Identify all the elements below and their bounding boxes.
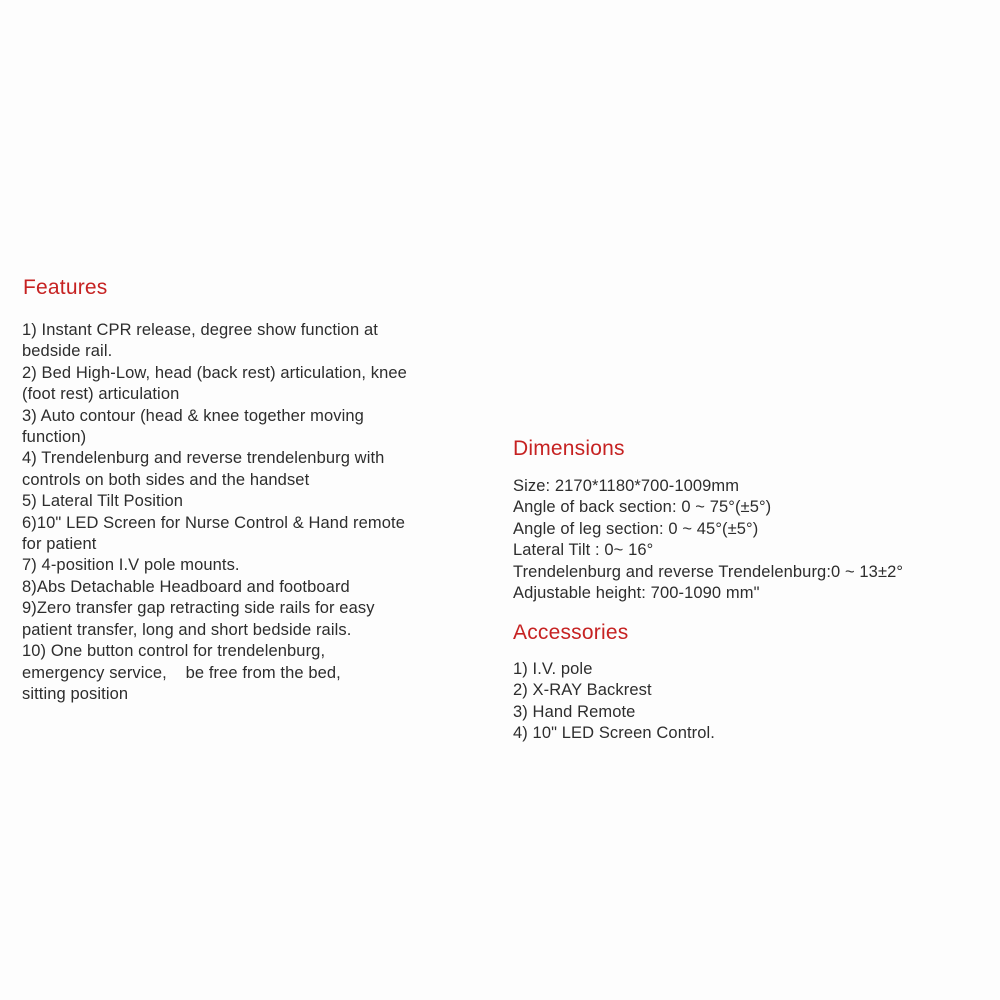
feature-line: function) [22, 428, 87, 447]
features-heading: Features [23, 276, 108, 299]
feature-line: for patient [22, 535, 97, 554]
features-list [22, 320, 492, 705]
feature-line: 2) Bed High-Low, head (back rest) articulation, knee [22, 363, 407, 382]
dimension-line: Size: 2170*1180*700-1009mm [513, 477, 740, 495]
accessories-heading: Accessories [513, 621, 629, 644]
dimensions-heading: Dimensions [513, 437, 625, 460]
dimension-line: Angle of leg section: 0 ~ 45°(±5°) [513, 519, 759, 538]
dimensions-list [513, 476, 983, 604]
accessory-line: 3) Hand Remote [513, 702, 636, 721]
accessories-list [513, 659, 983, 745]
feature-line: 8)Abs Detachable Headboard and footboard [22, 577, 350, 596]
feature-line: 1) Instant CPR release, degree show function at [22, 321, 378, 339]
dimension-line: Adjustable height: 700-1090 mm" [513, 584, 760, 603]
feature-line: 3) Auto contour (head & knee together moving [22, 406, 364, 425]
feature-line: 10) One button control for trendelenburg, [22, 642, 326, 661]
feature-line: bedside rail. [22, 342, 113, 361]
accessory-line: 4) 10" LED Screen Control. [513, 724, 715, 743]
feature-line: 9)Zero transfer gap retracting side rails for easy [22, 599, 375, 618]
accessory-line: 1) I.V. pole [513, 660, 593, 678]
feature-line: 5) Lateral Tilt Position [22, 492, 184, 511]
feature-line: 6)10" LED Screen for Nurse Control & Hand remote [22, 513, 405, 532]
dimension-line: Lateral Tilt : 0~ 16° [513, 541, 654, 560]
dimension-line: Trendelenburg and reverse Trendelenburg:0 ~ 13±2° [513, 562, 904, 581]
feature-line: patient transfer, long and short bedside rails. [22, 620, 352, 639]
feature-line: (foot rest) articulation [22, 385, 180, 404]
accessory-line: 2) X-RAY Backrest [513, 681, 652, 700]
feature-line: 7) 4-position I.V pole mounts. [22, 556, 240, 575]
feature-line: controls on both sides and the handset [22, 470, 310, 489]
feature-line: 4) Trendelenburg and reverse trendelenburg with [22, 449, 385, 468]
feature-line: sitting position [22, 684, 129, 703]
dimension-line: Angle of back section: 0 ~ 75°(±5°) [513, 498, 772, 517]
feature-line: emergency service, be free from the bed, [22, 663, 341, 682]
